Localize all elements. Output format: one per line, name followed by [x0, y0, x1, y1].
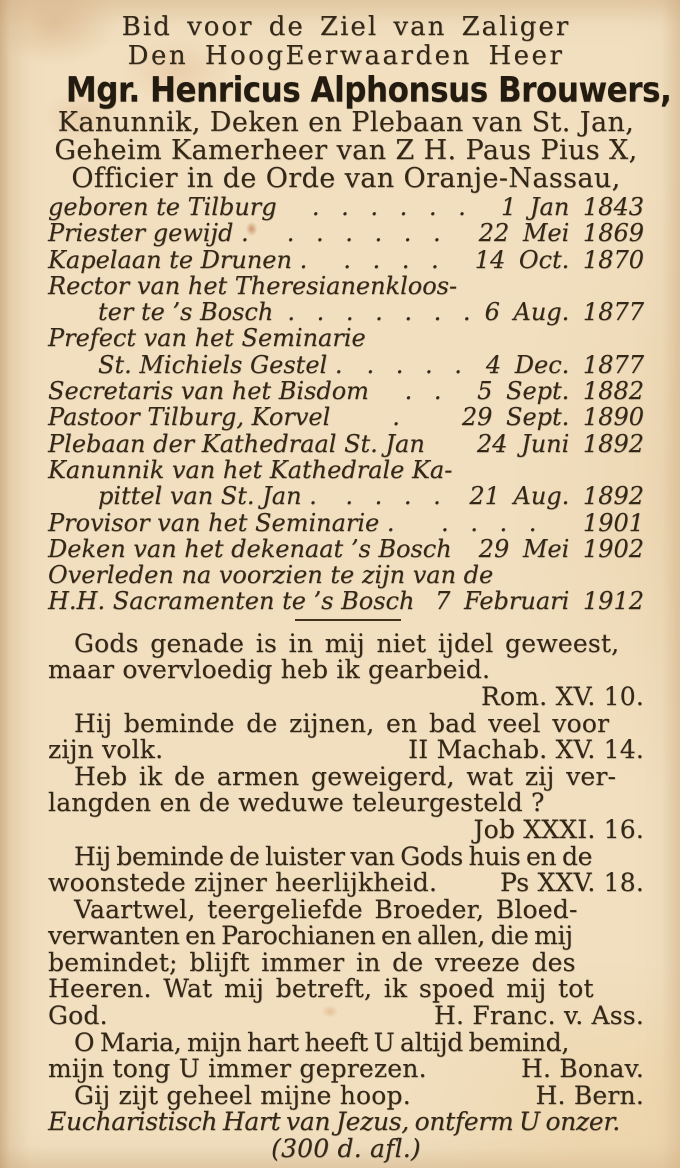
quote-text: Eucharistisch Hart van Jezus, ontferm U onzer.	[48, 1107, 620, 1137]
quote-line	[48, 657, 644, 684]
quote-line	[48, 894, 644, 924]
timeline-dot-leader: .	[392, 404, 400, 431]
quote-text: bemindet; blijft immer in de vreeze des	[48, 947, 576, 977]
timeline-row	[48, 483, 644, 509]
timeline-date: 1901	[582, 508, 644, 537]
quote-line	[48, 1080, 644, 1110]
quotes-section	[48, 628, 644, 1164]
quote-line	[48, 761, 644, 791]
timeline-date: 22 Mei 1869	[478, 219, 644, 248]
quote-line	[48, 870, 644, 897]
timeline-row	[48, 299, 644, 325]
quote-text: Hij beminde de luister van Gods huis en de	[74, 841, 593, 871]
quote-line	[48, 1056, 644, 1083]
timeline-label: Plebaan der Kathedraal St. Jan	[48, 429, 425, 458]
timeline-label: Provisor van het Seminarie .	[48, 508, 395, 537]
timeline-label: Kanunnik van het Kathedrale Ka-	[48, 455, 453, 484]
timeline-row	[48, 510, 644, 536]
timeline-label: Deken van het dekenaat ’s Bosch	[48, 534, 452, 563]
timeline-label: Secretaris van het Bisdom	[48, 377, 369, 406]
timeline-label: Pastoor Tilburg, Korvel	[48, 403, 331, 432]
quote-text: Heeren. Wat mij betreft, ik spoed mij tot	[48, 974, 594, 1004]
quote-text: Gij zijt geheel mijne hoop.	[74, 1080, 411, 1110]
quote-reference: Rom. XV. 10.	[480, 681, 644, 711]
quote-text: Hij beminde de zijnen, en bad veel voor	[74, 708, 610, 738]
timeline-date: 7 Februari 1912	[435, 587, 644, 616]
timeline-row	[48, 562, 644, 588]
timeline-dot-leader: . . . .	[366, 351, 462, 379]
timeline-row	[48, 588, 644, 614]
timeline-date: 29 Sept. 1890	[461, 403, 644, 432]
timeline-dot-leader: . . . . . .	[286, 220, 441, 247]
timeline-date: 21 Aug. 1892	[469, 482, 644, 511]
timeline-label: pittel van St. Jan .	[98, 482, 317, 511]
quote-reference: II Machab. XV. 14.	[408, 735, 644, 765]
timeline-date: 24 Juni 1892	[476, 429, 644, 458]
timeline-row	[48, 457, 644, 483]
quote-text: (300 d. afl.)	[271, 1134, 421, 1164]
quote-line	[48, 737, 644, 764]
timeline-dot-leader: . . . . . . .	[287, 299, 471, 326]
quote-reference: H. Franc. v. Ass.	[433, 1001, 644, 1031]
timeline-row	[48, 194, 644, 220]
quote-line	[48, 923, 644, 950]
quote-reference: Ps XXV. 18.	[499, 868, 644, 898]
quote-text: langden en de weduwe teleurgesteld ?	[48, 788, 545, 818]
timeline-row	[48, 404, 644, 430]
quote-line	[48, 708, 644, 738]
quote-line	[48, 947, 644, 977]
section-divider	[295, 619, 401, 621]
quote-line	[48, 1003, 644, 1030]
timeline-date: 1 Jan 1843	[501, 193, 644, 221]
timeline-date: 29 Mei 1902	[478, 534, 644, 563]
quote-text: Vaartwel, teergeliefde Broeder, Bloed-	[74, 894, 578, 924]
quote-text: mijn tong U immer geprezen.	[48, 1054, 427, 1084]
timeline-row	[48, 220, 644, 246]
timeline-date: 4 Dec. 1877	[485, 350, 644, 379]
timeline-dot-leader: . . . .	[345, 483, 441, 510]
timeline-label: Prefect van het Seminarie	[48, 324, 366, 353]
invocation-line-2: Den HoogEerwaarden Heer	[127, 41, 565, 71]
quote-line	[48, 681, 644, 711]
timeline-dot-leader: . . . .	[441, 509, 537, 536]
quote-reference: H. Bern.	[535, 1080, 644, 1110]
timeline-date: 6 Aug. 1877	[484, 298, 644, 327]
quote-line	[48, 1136, 644, 1163]
timeline-label: Priester gewijd .	[48, 219, 249, 248]
timeline-row	[48, 378, 644, 404]
timeline-label: Rector van het Theresianenkloos-	[48, 271, 458, 300]
quote-line	[48, 1109, 644, 1136]
quote-text: Gods genade is in mij niet ijdel geweest,	[74, 628, 620, 658]
quote-text: woonstede zijner heerlijkheid.	[48, 868, 438, 898]
timeline-dot-leader: . . . . . .	[311, 194, 466, 221]
timeline-date: 14 Oct. 1870	[474, 245, 644, 274]
timeline-row	[48, 352, 644, 378]
timeline-row	[48, 536, 644, 562]
quote-text: O Maria, mijn hart heeft U altijd bemind,	[74, 1027, 569, 1057]
quote-line	[48, 1027, 644, 1057]
timeline-dot-leader: . .	[404, 378, 442, 405]
deceased-name: Mgr. Henricus Alphonsus Brouwers,	[65, 68, 672, 111]
timeline-label: H.H. Sacramenten te ’s Bosch	[48, 587, 415, 616]
timeline-label: geboren te Tilburg	[48, 193, 277, 221]
quote-text: Heb ik de armen geweigerd, wat zij ver-	[74, 761, 617, 791]
timeline-dot-leader: . . . .	[343, 246, 439, 273]
timeline-label: St. Michiels Gestel .	[98, 350, 343, 379]
quote-line	[48, 976, 644, 1003]
quote-line	[48, 841, 644, 871]
quote-reference: H. Bonav.	[520, 1054, 644, 1084]
timeline-row	[48, 273, 644, 299]
quote-text: God.	[48, 1001, 108, 1031]
timeline-row	[48, 247, 644, 273]
quote-reference: Job XXXI. 16.	[473, 814, 644, 844]
timeline-list	[48, 194, 644, 615]
quote-line	[48, 628, 644, 658]
timeline-label: Overleden na voorzien te zijn van de	[48, 561, 494, 590]
timeline-label: ter te ’s Bosch	[98, 298, 274, 327]
invocation-line-1: Bid voor de Ziel van Zaliger	[121, 12, 571, 42]
quote-text: verwanten en Parochianen en allen, die mij	[48, 921, 573, 951]
quote-line	[48, 814, 644, 844]
timeline-row	[48, 431, 644, 457]
quote-line	[48, 790, 644, 817]
title-line-1: Kanunnik, Deken en Plebaan van St. Jan,	[57, 107, 635, 138]
timeline-label: Kapelaan te Drunen .	[48, 245, 308, 274]
timeline-row	[48, 325, 644, 351]
quote-text: zijn volk.	[48, 735, 164, 765]
quote-text: maar overvloedig heb ik gearbeid.	[48, 655, 491, 685]
title-line-3: Officier in de Orde van Oranje-Nassau,	[71, 163, 621, 194]
title-line-2: Geheim Kamerheer van Z H. Paus Pius X,	[54, 135, 638, 166]
timeline-date: 5 Sept. 1882	[477, 377, 644, 406]
